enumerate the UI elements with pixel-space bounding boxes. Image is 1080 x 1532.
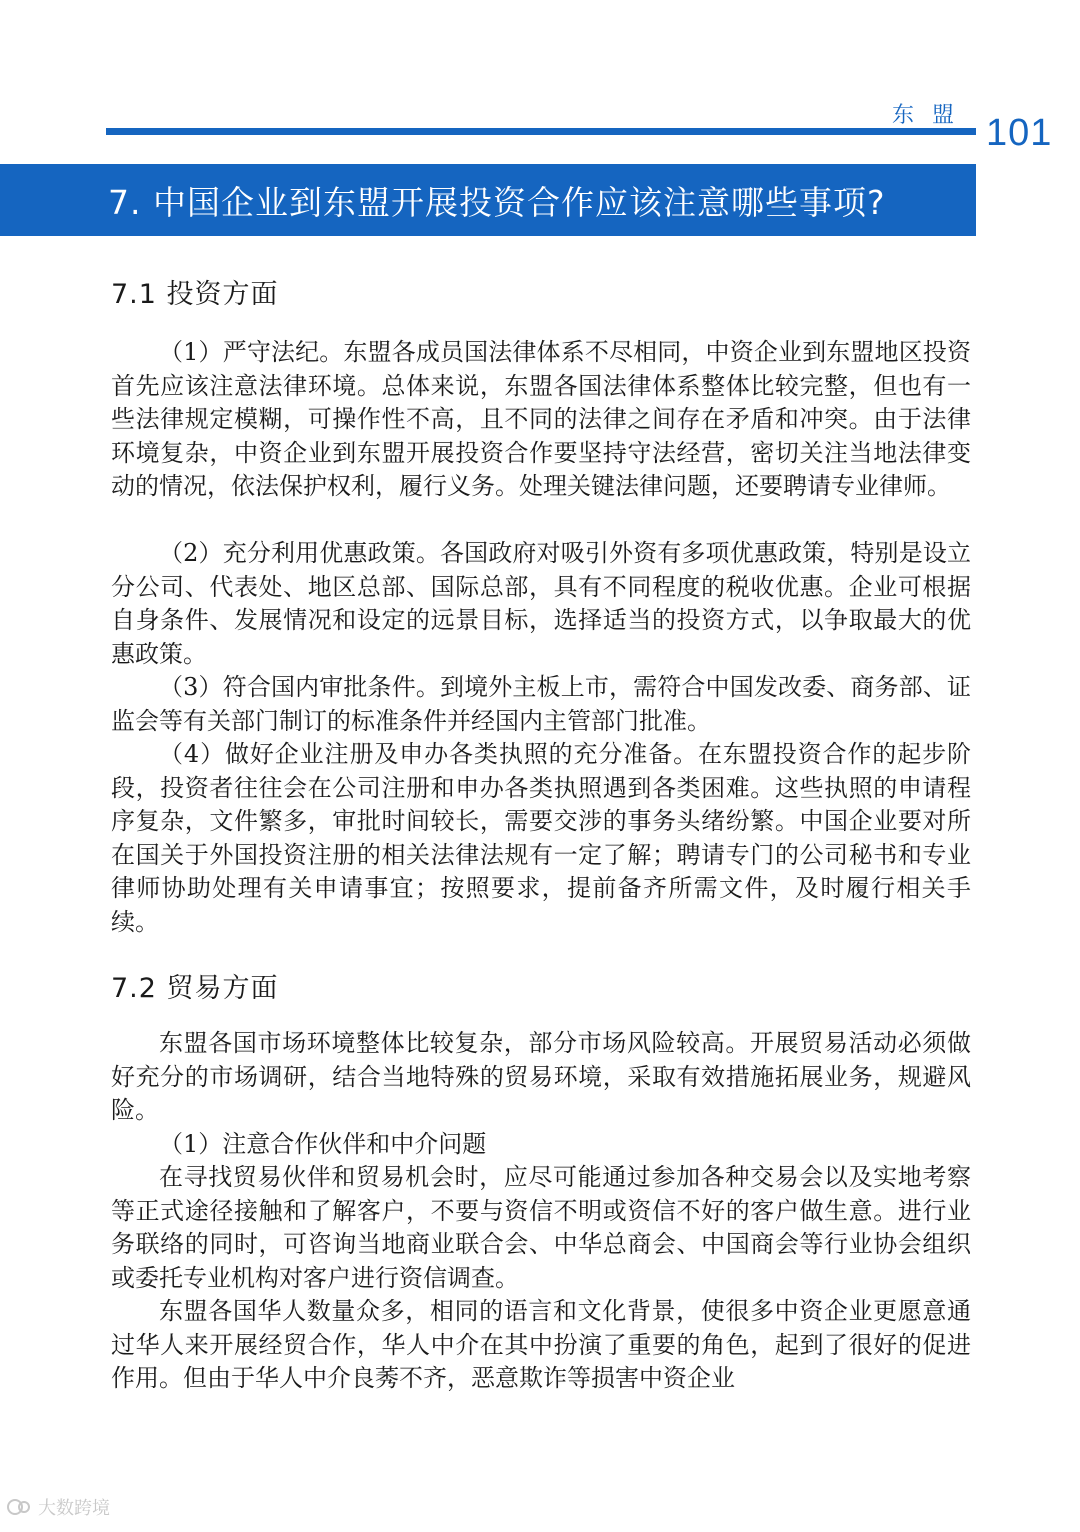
chapter-title-bar [0, 164, 976, 236]
watermark-logo-icon [6, 1496, 32, 1518]
paragraph: （1）严守法纪。东盟各成员国法律体系不尽相同，中资企业到东盟地区投资首先应该注意法律环境。总体来说，东盟各国法律体系整体比较完整，但也有一些法律规定模糊，可操作性不高，且不同的法律之间存在矛盾和冲突。由于法律环境复杂，中资企业到东盟开展投资合作要坚持守法经营，密切关注当地法律变动的情况，依法保护权利，履行义务。处理关键法律问题，还要聘请专业律师。 [111, 338, 971, 500]
paragraph: （2）充分利用优惠政策。各国政府对吸引外资有多项优惠政策，特别是设立分公司、代表处、地区总部、国际总部，具有不同程度的税收优惠。企业可根据自身条件、发展情况和设定的远景目标，选择适当的投资方式，以争取最大的优惠政策。 [111, 539, 971, 668]
page-number: 101 [986, 112, 1053, 154]
chapter-title: 7. 中国企业到东盟开展投资合作应该注意哪些事项? [108, 182, 886, 222]
section-heading-trade: 7.2 贸易方面 [111, 973, 279, 1004]
watermark [6, 1494, 110, 1520]
watermark-text: 大数跨境 [38, 1498, 110, 1519]
paragraph: 东盟各国华人数量众多，相同的语言和文化背景，使很多中资企业更愿意通过华人来开展经贸合作，华人中介在其中扮演了重要的角色，起到了很好的促进作用。但由于华人中介良莠不齐，恶意欺诈等损害中资企业 [111, 1297, 971, 1392]
running-header-section: 东盟 [891, 103, 972, 128]
subheading: （1）注意合作伙伴和中介问题 [159, 1130, 487, 1158]
section-heading-investment: 7.1 投资方面 [111, 279, 279, 310]
paragraph: 在寻找贸易伙伴和贸易机会时，应尽可能通过参加各种交易会以及实地考察等正式途径接触和了解客户，不要与资信不明或资信不好的客户做生意。进行业务联络的同时，可咨询当地商业联合会、中华总商会、中国商会等行业协会组织或委托专业机构对客户进行资信调查。 [111, 1163, 971, 1292]
paragraph: （3）符合国内审批条件。到境外主板上市，需符合中国发改委、商务部、证监会等有关部门制订的标准条件并经国内主管部门批准。 [111, 673, 971, 735]
paragraph: 东盟各国市场环境整体比较复杂，部分市场风险较高。开展贸易活动必须做好充分的市场调研，结合当地特殊的贸易环境，采取有效措施拓展业务，规避风险。 [111, 1029, 971, 1124]
header-rule [106, 128, 976, 135]
paragraph: （4）做好企业注册及申办各类执照的充分准备。在东盟投资合作的起步阶段，投资者往往会在公司注册和申办各类执照遇到各类困难。这些执照的申请程序复杂，文件繁多，审批时间较长，需要交涉的事务头绪纷繁。中国企业要对所在国关于外国投资注册的相关法律法规有一定了解；聘请专门的公司秘书和专业律师协助处理有关申请事宜；按照要求，提前备齐所需文件，及时履行相关手续。 [111, 740, 971, 936]
